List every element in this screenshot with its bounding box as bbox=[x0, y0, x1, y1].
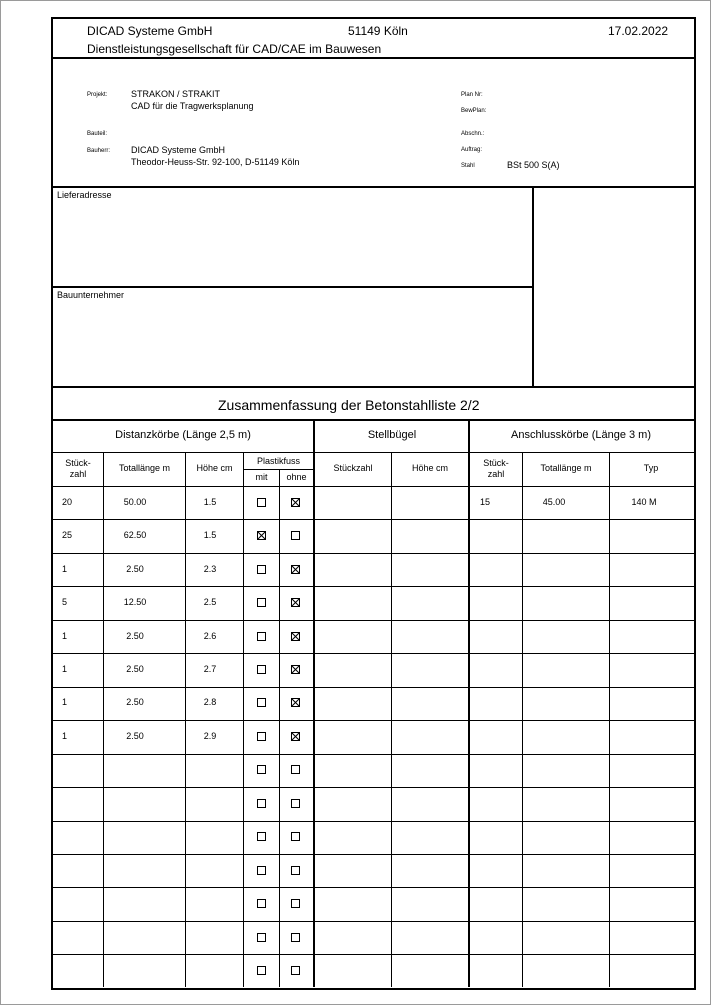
projekt-line2: CAD für die Tragwerksplanung bbox=[131, 101, 254, 111]
header-divider bbox=[51, 57, 694, 59]
abschn-label: Abschn.: bbox=[461, 131, 485, 137]
distanz-hoehe-cell: 2.9 bbox=[203, 730, 217, 741]
col-ak-stueckzahl-line2: zahl bbox=[487, 469, 505, 479]
table-row-divider bbox=[51, 754, 694, 755]
distanz-stueckzahl-cell: 1 bbox=[62, 563, 68, 574]
table-row-divider bbox=[51, 787, 694, 788]
plan-nr-label: Plan Nr: bbox=[461, 92, 483, 98]
project-divider bbox=[51, 186, 694, 188]
plastikfuss-ohne-checkbox[interactable] bbox=[291, 665, 300, 674]
bauherr-label: Bauherr: bbox=[87, 148, 111, 154]
distanz-hoehe-cell: 2.8 bbox=[203, 697, 217, 708]
anschluss-typ-cell: 140 M bbox=[631, 496, 657, 507]
distanz-stueckzahl-cell: 25 bbox=[62, 530, 73, 541]
distanz-hoehe-cell: 1.5 bbox=[203, 530, 217, 541]
company-city: 51149 Köln bbox=[348, 24, 408, 38]
distanz-totallaenge-cell: 2.50 bbox=[126, 630, 144, 641]
bauunternehmer-label: Bauunternehmer bbox=[57, 290, 125, 300]
table-row-divider bbox=[51, 954, 694, 955]
table-row-divider bbox=[51, 720, 694, 721]
auftrag-label: Auftrag: bbox=[461, 147, 483, 153]
col-totallaenge-header: Totallänge m bbox=[118, 463, 171, 473]
address-right-divider bbox=[532, 186, 534, 387]
col-ak-typ-header: Typ bbox=[643, 463, 659, 473]
distanz-hoehe-cell: 2.5 bbox=[203, 597, 217, 608]
plastikfuss-ohne-checkbox[interactable] bbox=[291, 866, 300, 875]
summary-title: Zusammenfassung der Betonstahlliste 2/2 bbox=[218, 397, 480, 413]
company-subtitle: Dienstleistungsgesellschaft für CAD/CAE im Bauwesen bbox=[87, 42, 382, 56]
col-sb-hoehe-header: Höhe cm bbox=[411, 463, 448, 473]
col-stueckzahl-line2: zahl bbox=[69, 469, 87, 479]
stahl-value: BSt 500 S(A) bbox=[507, 160, 560, 170]
plastikfuss-ohne-checkbox[interactable] bbox=[291, 832, 300, 841]
distanz-hoehe-cell: 2.3 bbox=[203, 563, 217, 574]
col-ak-stueckzahl-header bbox=[470, 458, 522, 480]
distanz-title: Distanzkörbe (Länge 2,5 m) bbox=[115, 429, 251, 441]
plastikfuss-ohne-checkbox[interactable] bbox=[291, 498, 300, 507]
distanz-totallaenge-cell: 2.50 bbox=[126, 563, 144, 574]
distanz-stueckzahl-cell: 1 bbox=[62, 730, 68, 741]
summary-title-divider bbox=[51, 419, 694, 421]
plastikfuss-mit-checkbox[interactable] bbox=[257, 933, 266, 942]
table-row-divider bbox=[51, 553, 694, 554]
plastikfuss-ohne-checkbox[interactable] bbox=[291, 899, 300, 908]
anschluss-stueckzahl-cell: 15 bbox=[480, 496, 491, 507]
table-row-divider bbox=[51, 687, 694, 688]
distanz-stueckzahl-cell: 1 bbox=[62, 663, 68, 674]
plastikfuss-ohne-checkbox[interactable] bbox=[291, 565, 300, 574]
distanz-hoehe-cell: 2.6 bbox=[203, 630, 217, 641]
header-row-divider bbox=[51, 486, 694, 487]
distanz-totallaenge-cell: 2.50 bbox=[126, 730, 144, 741]
column-divider bbox=[279, 469, 280, 987]
lieferadresse-label: Lieferadresse bbox=[57, 190, 112, 200]
plastikfuss-mit-checkbox[interactable] bbox=[257, 632, 266, 641]
section-title-underline bbox=[51, 452, 694, 453]
col-ak-totallaenge-header: Totallänge m bbox=[540, 463, 592, 473]
plastikfuss-ohne-checkbox[interactable] bbox=[291, 698, 300, 707]
distanz-totallaenge-cell: 12.50 bbox=[123, 597, 147, 608]
bauteil-label: Bauteil: bbox=[87, 131, 108, 137]
plastikfuss-mit-checkbox[interactable] bbox=[257, 899, 266, 908]
plastikfuss-mit-checkbox[interactable] bbox=[257, 698, 266, 707]
plastikfuss-mit-checkbox[interactable] bbox=[257, 598, 266, 607]
anschluss-totallaenge-cell: 45.00 bbox=[542, 496, 566, 507]
plastikfuss-ohne-checkbox[interactable] bbox=[291, 799, 300, 808]
table-row-divider bbox=[51, 519, 694, 520]
plastikfuss-ohne-checkbox[interactable] bbox=[291, 598, 300, 607]
plastikfuss-mit-checkbox[interactable] bbox=[257, 498, 266, 507]
plastikfuss-mit-checkbox[interactable] bbox=[257, 866, 266, 875]
distanz-totallaenge-cell: 2.50 bbox=[126, 663, 144, 674]
distanz-hoehe-cell: 1.5 bbox=[203, 496, 217, 507]
company-name: DICAD Systeme GmbH bbox=[87, 24, 213, 38]
table-row-divider bbox=[51, 854, 694, 855]
table-row-divider bbox=[51, 653, 694, 654]
distanz-stueckzahl-cell: 1 bbox=[62, 697, 68, 708]
plastikfuss-ohne-checkbox[interactable] bbox=[291, 732, 300, 741]
table-row-divider bbox=[51, 620, 694, 621]
plastikfuss-ohne-checkbox[interactable] bbox=[291, 966, 300, 975]
projekt-line1: STRAKON / STRAKIT bbox=[131, 89, 221, 99]
col-ohne-header: ohne bbox=[286, 472, 307, 482]
plastikfuss-mit-checkbox[interactable] bbox=[257, 665, 266, 674]
projekt-label: Projekt: bbox=[87, 92, 108, 98]
document-date: 17.02.2022 bbox=[608, 24, 669, 38]
anschluss-title: Anschlusskörbe (Länge 3 m) bbox=[510, 429, 651, 441]
stellbuegel-title: Stellbügel bbox=[367, 429, 417, 441]
plastikfuss-ohne-checkbox[interactable] bbox=[291, 531, 300, 540]
distanz-stueckzahl-cell: 1 bbox=[62, 630, 68, 641]
plastikfuss-mit-checkbox[interactable] bbox=[257, 531, 266, 540]
distanz-stellbuegel-divider bbox=[313, 419, 315, 987]
plastikfuss-mit-checkbox[interactable] bbox=[257, 565, 266, 574]
address-divider bbox=[51, 286, 533, 288]
plastikfuss-ohne-checkbox[interactable] bbox=[291, 765, 300, 774]
distanz-totallaenge-cell: 2.50 bbox=[126, 697, 144, 708]
bewplan-label: BewPlan: bbox=[461, 108, 487, 114]
plastikfuss-mit-checkbox[interactable] bbox=[257, 966, 266, 975]
plastikfuss-mit-checkbox[interactable] bbox=[257, 732, 266, 741]
table-row-divider bbox=[51, 821, 694, 822]
table-row-divider bbox=[51, 586, 694, 587]
stahl-label: Stahl bbox=[461, 163, 475, 169]
plastikfuss-mit-checkbox[interactable] bbox=[257, 832, 266, 841]
bauherr-line2: Theodor-Heuss-Str. 92-100, D-51149 Köln bbox=[131, 157, 300, 167]
col-ak-stueckzahl-line1: Stück- bbox=[483, 458, 509, 468]
plastikfuss-mit-checkbox[interactable] bbox=[257, 765, 266, 774]
table-row-divider bbox=[51, 921, 694, 922]
plastikfuss-ohne-checkbox[interactable] bbox=[291, 933, 300, 942]
col-mit-header: mit bbox=[255, 472, 268, 482]
distanz-totallaenge-cell: 50.00 bbox=[123, 496, 147, 507]
distanz-totallaenge-cell: 62.50 bbox=[123, 530, 147, 541]
summary-top-divider bbox=[51, 386, 694, 388]
col-hoehe-header: Höhe cm bbox=[196, 463, 233, 473]
col-stueckzahl-header bbox=[53, 458, 103, 480]
plastikfuss-ohne-checkbox[interactable] bbox=[291, 632, 300, 641]
col-stueckzahl-line1: Stück- bbox=[65, 458, 91, 468]
table-row-divider bbox=[51, 887, 694, 888]
bauherr-line1: DICAD Systeme GmbH bbox=[131, 145, 226, 155]
distanz-stueckzahl-cell: 20 bbox=[62, 496, 73, 507]
plastikfuss-mit-checkbox[interactable] bbox=[257, 799, 266, 808]
distanz-stueckzahl-cell: 5 bbox=[62, 597, 68, 608]
distanz-hoehe-cell: 2.7 bbox=[203, 663, 217, 674]
col-plastikfuss-header: Plastikfuss bbox=[256, 456, 300, 466]
col-sb-stueckzahl-header: Stückzahl bbox=[333, 463, 373, 473]
stellbuegel-anschluss-divider bbox=[468, 419, 470, 987]
